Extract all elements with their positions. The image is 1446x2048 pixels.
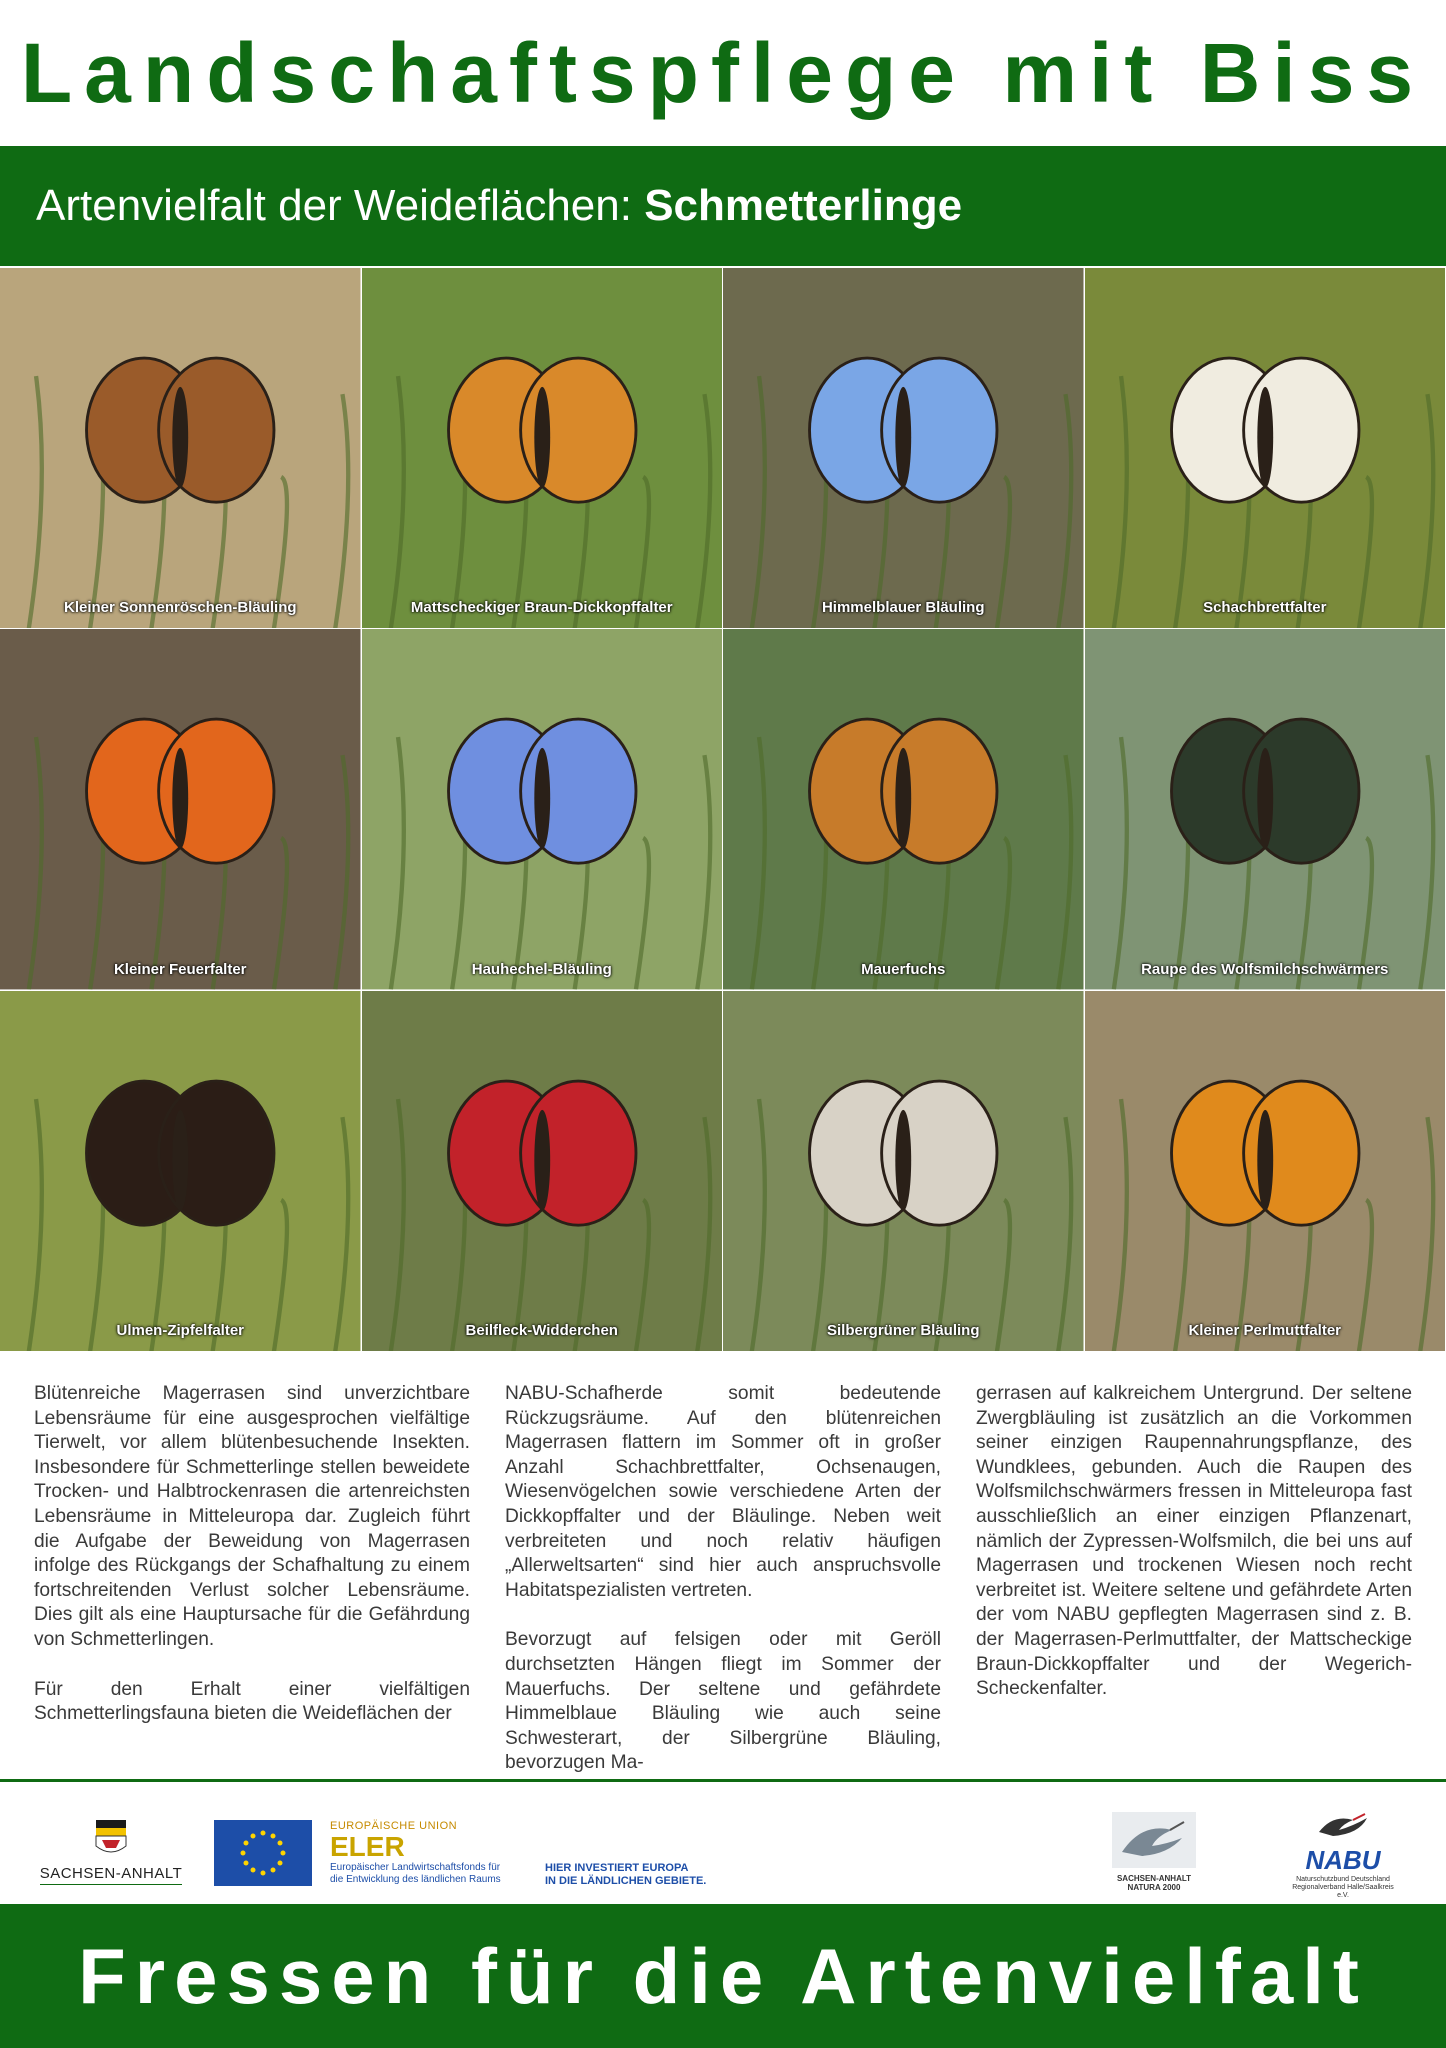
sachsen-anhalt-logo (36, 1818, 186, 1885)
eu-flag-icon (214, 1820, 312, 1886)
photo-tile (362, 991, 724, 1352)
stork-icon (1313, 1810, 1373, 1840)
butterfly-photo (1085, 991, 1446, 1351)
natura-2000-logo (1112, 1812, 1196, 1894)
nabu-logo (1288, 1810, 1398, 1899)
logo-strip (0, 1782, 1446, 1904)
paragraph: Blütenreiche Magerrasen sind unverzichtbare Lebensräume für eine ausgesprochen vielfältige Tierwelt, vor allem blütenbesuchende Insekten. Insbesondere für Schmetterlinge stellen beweidete Trocken- und Halbtrockenrasen die artenreichsten Lebensräume in Mitteleuropa dar. Zugleich führt die Aufgabe der Beweidung von Magerrasen infolge des Rückgangs der Schafhaltung zu einem fortschreitenden Verlust solcher Lebensräume. Dies gilt als eine Hauptursache für die Gefährdung von Schmetterlingen. (34, 1383, 470, 1650)
photo-caption: Beilfleck-Widderchen (465, 1321, 618, 1339)
subtitle-bold: Schmetterlinge (644, 181, 963, 230)
body-text (34, 1382, 1412, 1774)
photo-tile (362, 268, 724, 629)
eler-description-1: Europäischer Landwirtschaftsfonds für (330, 1862, 501, 1873)
eler-label: ELER (330, 1831, 405, 1862)
butterfly-photo (723, 629, 1084, 989)
photo-caption: Mattscheckiger Braun-Dickkopffalter (410, 599, 673, 617)
natura-label (1112, 1874, 1196, 1892)
butterfly-photo (0, 629, 361, 989)
butterfly-photo (0, 991, 361, 1351)
subtitle-bar (0, 146, 1446, 266)
photo-caption: Raupe des Wolfsmilchschwärmers (1141, 960, 1389, 978)
photo-caption: Hauhechel-Bläuling (471, 960, 612, 978)
coat-of-arms-icon (94, 1818, 128, 1858)
nabu-subtitle-1: Naturschutzbund Deutschland (1296, 1876, 1390, 1883)
butterfly-photo (362, 991, 723, 1351)
photo-caption: Kleiner Sonnenröschen-Bläuling (63, 599, 297, 617)
paragraph: NABU-Schafherde somit bedeutende Rückzugsräume. Auf den blütenreichen Magerrasen flattern im Sommer oft in großer Anzahl Schachbrettfalter, Ochsenaugen, Wiesenvögelchen sowie verschiedene Arten der Dickkopffalter und der Bläulinge. Neben weit verbreiteten und noch relativ häufigen „Allerweltsarten“ sind hier auch anspruchsvolle Habitatspezialisten vertreten. (505, 1383, 941, 1601)
paragraph: gerrasen auf kalkreichem Untergrund. Der seltene Zwergbläuling ist zusätzlich an die Vorkommen seiner einzigen Raupennahrungspflanze, des Wundklees, gebunden. Auch die Raupen des Wolfsmilchschwärmers fressen in Mitteleuropa fast ausschließlich an einer einzigen Pflanzenart, nämlich der Zypressen-Wolfsmilch, die bei uns auf Magerrasen und trockenen Wiesen noch recht verbreitet ist. Weitere seltene und gefährdete Arten der vom NABU gepflegten Magerrasen sind z. B. der Magerrasen-Perlmuttfalter, der Mattscheckige Braun-Dickkopffalter und der Wegerich-Scheckenfalter. (976, 1383, 1412, 1700)
eler-description-2: die Entwicklung des ländlichen Raums (330, 1874, 501, 1885)
photo-tile (723, 268, 1085, 629)
invest-slogan (545, 1862, 706, 1888)
butterfly-photo (0, 268, 361, 628)
photo-caption: Kleiner Perlmuttfalter (1188, 1321, 1342, 1339)
photo-tile (1085, 629, 1446, 990)
natura-line-1: SACHSEN-ANHALT (1116, 1874, 1192, 1883)
photo-tile (362, 629, 724, 990)
text-column-1 (34, 1382, 470, 1766)
photo-tile (723, 991, 1085, 1352)
photo-caption: Kleiner Feuerfalter (113, 960, 247, 978)
photo-caption: Mauerfuchs (861, 960, 946, 978)
butterfly-photo (362, 268, 723, 628)
natura-line-2: NATURA 2000 (1127, 1883, 1181, 1892)
text-column-2 (505, 1382, 941, 1774)
invest-line-2: IN DIE LÄNDLICHEN GEBIETE. (545, 1875, 707, 1887)
photo-grid (0, 268, 1446, 1352)
paragraph: Bevorzugt auf felsigen oder mit Geröll durchsetzten Hängen fliegt im Sommer der Mauerfuchs. Der seltene und gefährdete Himmelblaue Bläuling wie auch seine Schwesterart, der Silbergrüne Bläuling, bevorzugen Ma- (505, 1629, 941, 1774)
butterfly-photo (723, 268, 1084, 628)
invest-line-1: HIER INVESTIERT EUROPA (545, 1862, 689, 1874)
subtitle-regular: Artenvielfalt der Weideflächen: (36, 181, 645, 230)
eler-logo (330, 1820, 530, 1886)
butterfly-photo (362, 629, 723, 989)
eu-label: EUROPÄISCHE UNION (330, 1820, 458, 1832)
footer-title: Fressen für die Artenvielfalt (78, 1931, 1368, 2020)
nabu-subtitle-2: Regionalverband Halle/Saalkreis e.V. (1292, 1884, 1394, 1899)
footer-bar (0, 1904, 1446, 2048)
eu-flag-logo (214, 1820, 312, 1891)
photo-caption: Schachbrettfalter (1203, 599, 1327, 617)
poster-header (0, 0, 1446, 146)
paragraph: Für den Erhalt einer vielfältigen Schmetterlingsfauna bieten die Weideflächen der (34, 1678, 470, 1725)
photo-tile (1085, 268, 1446, 629)
poster-subtitle (36, 181, 962, 231)
photo-caption: Ulmen-Zipfelfalter (116, 1321, 244, 1339)
photo-tile (723, 629, 1085, 990)
photo-caption: Silbergrüner Bläuling (826, 1321, 980, 1339)
butterfly-photo (723, 991, 1084, 1351)
sachsen-anhalt-label: SACHSEN-ANHALT (40, 1865, 183, 1885)
photo-tile (0, 629, 362, 990)
photo-tile (0, 268, 362, 629)
nabu-label: NABU (1305, 1845, 1381, 1875)
photo-tile (1085, 991, 1446, 1352)
butterfly-photo (1085, 268, 1446, 628)
crane-icon (1112, 1812, 1196, 1868)
photo-tile (0, 991, 362, 1352)
poster-title: Landschaftspflege mit Biss (20, 25, 1426, 120)
photo-caption: Himmelblauer Bläuling (821, 599, 985, 617)
text-column-3 (976, 1382, 1412, 1766)
butterfly-photo (1085, 629, 1446, 989)
